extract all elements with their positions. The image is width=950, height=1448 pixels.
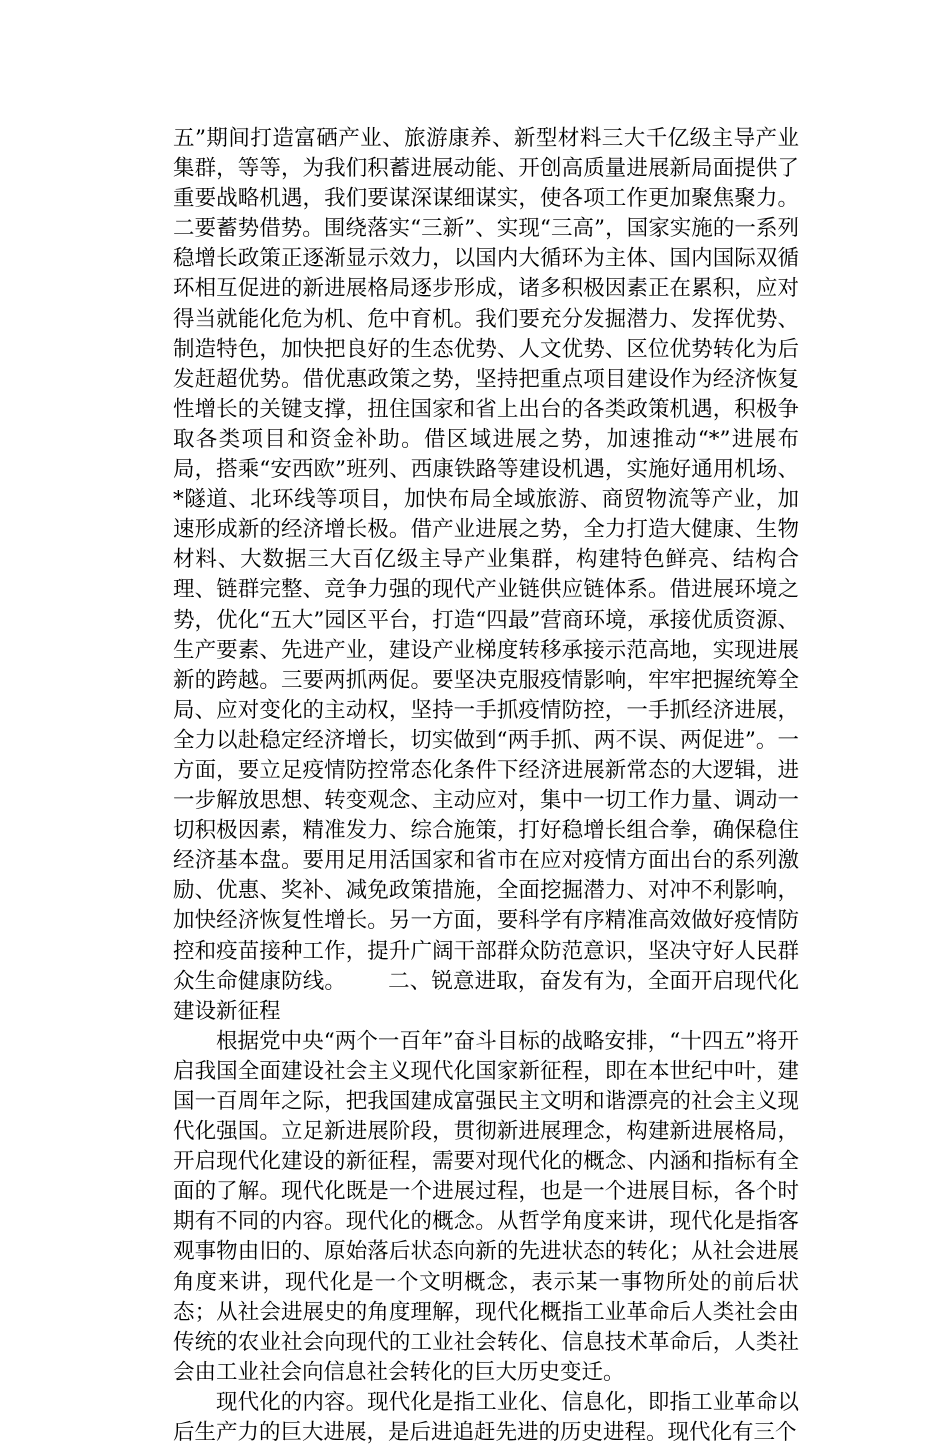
- paragraph-2: [173, 1027, 799, 1388]
- paragraph-1: [173, 124, 799, 1027]
- paragraph-1-text: 五”期间打造富硒产业、旅游康养、新型材料三大千亿级主导产业集群，等等，为我们积蓄进展动能、开创高质量进展新局面提供了重要战略机遇，我们要谋深谋细谋实，使各项工作更加聚焦聚力。二要蓄势借势。围绕落实“三新”、实现“三高”，国家实施的一系列稳增长政策正逐渐显示效力，以国内大循环为主体、国内国际双循环相互促进的新进展格局逐步形成，诸多积极因素正在累积，应对得当就能化危为机、危中育机。我们要充分发掘潜力、发挥优势、制造特色，加快把良好的生态优势、人文优势、区位优势转化为后发赶超优势。借优惠政策之势，坚持把重点项目建设作为经济恢复性增长的关键支撑，扭住国家和省上出台的各类政策机遇，积极争取各类项目和资金补助。借区域进展之势，加速推动“*”进展布局，搭乘“安西欧”班列、西康铁路等建设机遇，实施好通用机场、*隧道、北环线等项目，加快布局全域旅游、商贸物流等产业，加速形成新的经济增长极。借产业进展之势，全力打造大健康、生物材料、大数据三大百亿级主导产业集群，构建特色鲜亮、结构合理、链群完整、竞争力强的现代产业链供应链体系。借进展环境之势，优化“五大”园区平台，打造“四最”营商环境，承接优质资源、生产要素、先进产业，建设产业梯度转移承接示范高地，实现进展新的跨越。三要两抓两促。要坚决克服疫情影响，牢牢把握统筹全局、应对变化的主动权，坚持一手抓疫情防控，一手抓经济进展，全力以赴稳定经济增长，切实做到“两手抓、两不误、两促进”。一方面，要立足疫情防控常态化条件下经济进展新常态的大逻辑，进一步解放思想、转变观念、主动应对，集中一切工作力量、调动一切积极因素，精准发力、综合施策，打好稳增长组合拳，确保稳住经济基本盘。要用足用活国家和省市在应对疫情方面出台的系列激励、优惠、奖补、减免政策措施，全面挖掘潜力、对冲不利影响，加快经济恢复性增长。另一方面，要科学有序精准高效做好疫情防控和疫苗接种工作，提升广阔干部群众防范意识，坚决守好人民群众生命健康防线。: [173, 126, 799, 994]
- section-heading-2: 二、锐意进取，奋发有为，全面开启现代化建设新征程: [173, 968, 799, 1024]
- paragraph-3-text: 现代化的内容。现代化是指工业化、信息化，即指工业革命以后生产力的巨大进展，是后进追赶先进的历史进程。现代化有三个: [173, 1389, 799, 1446]
- paragraph-3: [173, 1388, 799, 1448]
- paragraph-2-text: 根据党中央“两个一百年”奋斗目标的战略安排，“十四五”将开启我国全面建设社会主义现代化国家新征程，即在本世纪中叶，建国一百周年之际，把我国建成富强民主文明和谐漂亮的社会主义现代化强国。立足新进展阶段，贯彻新进展理念，构建新进展格局，开启现代化建设的新征程，需要对现代化的概念、内涵和指标有全面的了解。现代化既是一个进展过程，也是一个进展目标，各个时期有不同的内容。现代化的概念。从哲学角度来讲，现代化是指客观事物由旧的、原始落后状态向新的先进状态的转化；从社会进展角度来讲，现代化是一个文明概念，表示某一事物所处的前后状态；从社会进展史的角度理解，现代化概指工业革命后人类社会由传统的农业社会向现代的工业社会转化、信息技术革命后，人类社会由工业社会向信息社会转化的巨大历史变迁。: [173, 1028, 799, 1385]
- document-body: [173, 124, 799, 1448]
